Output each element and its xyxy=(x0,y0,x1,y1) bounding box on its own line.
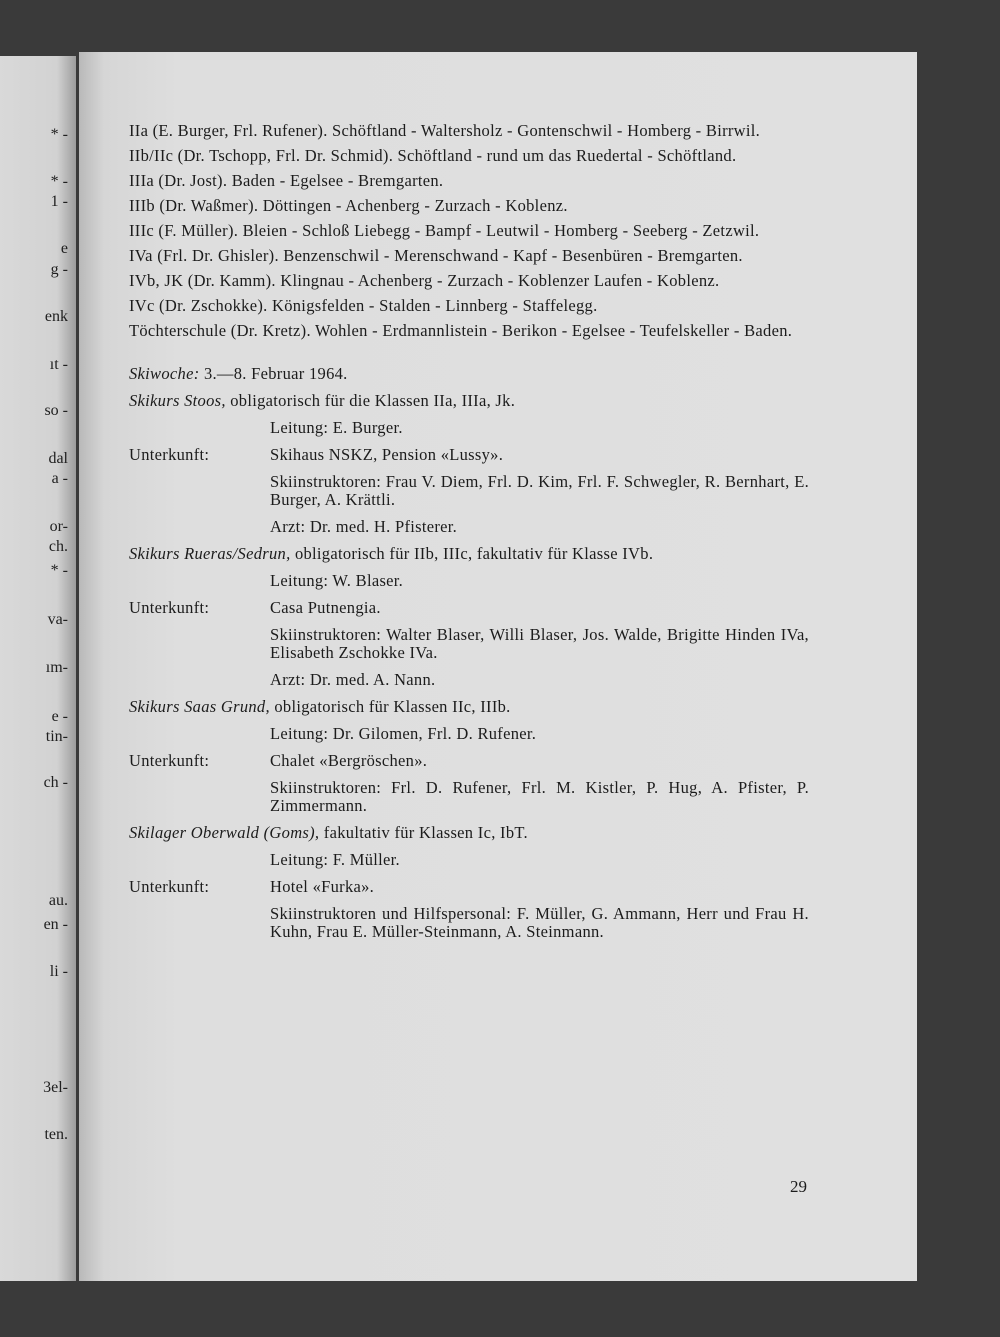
left-fragment: ten. xyxy=(44,1126,68,1143)
excursion-entry: IIIc (F. Müller). Bleien - Schloß Liebegg - Bampf - Leutwil - Homberg - Seeberg - Zetzwil. xyxy=(129,221,760,240)
row-label xyxy=(129,572,270,590)
left-page-edge xyxy=(0,56,76,1281)
course-desc: obligatorisch für Klassen IIc, IIIb. xyxy=(274,697,511,716)
left-fragment: e - xyxy=(51,708,68,725)
course-row xyxy=(129,905,809,941)
excursion-entry: IIb/IIc (Dr. Tschopp, Frl. Dr. Schmid). Schöftland - rund um das Ruedertal - Schöftland. xyxy=(129,146,737,165)
left-fragment: dal xyxy=(48,450,68,467)
row-label: Unterkunft: xyxy=(129,598,210,617)
course-desc: obligatorisch für IIb, IIIc, fakultativ für Klasse IVb. xyxy=(294,544,654,563)
course-row xyxy=(129,851,809,869)
left-fragment: ch. xyxy=(48,538,68,555)
row-value: Skiinstruktoren und Hilfspersonal: F. Müller, G. Ammann, Herr und Frau H. Kuhn, Frau E. Müller-Steinmann, A. Steinmann. xyxy=(270,904,809,941)
excursion-entry: Töchterschule (Dr. Kretz). Wohlen - Erdmannlistein - Berikon - Egelsee - Teufelskeller - Baden. xyxy=(129,321,793,340)
left-fragment: 1 - xyxy=(50,193,68,210)
row-value: Skiinstruktoren: Walter Blaser, Willi Blaser, Jos. Walde, Brigitte Hinden IVa, Elisabeth Zschokke IVa. xyxy=(270,625,809,662)
left-fragment: en - xyxy=(43,916,68,933)
course-row xyxy=(129,626,809,662)
excursion-entry: IIa (E. Burger, Frl. Rufener). Schöftland - Waltersholz - Gontenschwil - Homberg - Birrwil. xyxy=(129,121,761,140)
skiwoche-label: Skiwoche: xyxy=(129,364,200,383)
left-fragment: * - xyxy=(50,562,68,579)
course-row xyxy=(129,779,809,815)
left-fragment: au. xyxy=(48,892,68,909)
row-label xyxy=(129,905,270,941)
row-label xyxy=(129,851,270,869)
left-fragment: ch - xyxy=(43,774,68,791)
course-desc: obligatorisch für die Klassen IIa, IIIa, Jk. xyxy=(230,391,516,410)
row-value: Skiinstruktoren: Frau V. Diem, Frl. D. Kim, Frl. F. Schwegler, R. Bernhart, E. Burger, A. Krättli. xyxy=(270,472,809,509)
course-row xyxy=(129,725,809,743)
row-value: Leitung: F. Müller. xyxy=(270,850,400,869)
left-fragment: g - xyxy=(50,261,68,278)
left-fragment: li - xyxy=(49,963,68,980)
left-fragment: a - xyxy=(51,470,68,487)
course-row xyxy=(129,473,809,509)
course-row xyxy=(129,878,809,896)
course-name: Skikurs Saas Grund, xyxy=(129,697,270,716)
excursion-entry: IIIa (Dr. Jost). Baden - Egelsee - Bremgarten. xyxy=(129,171,444,190)
row-value: Skihaus NSKZ, Pension «Lussy». xyxy=(270,445,504,464)
row-label xyxy=(129,473,270,509)
course-name: Skikurs Rueras/Sedrun, xyxy=(129,544,291,563)
row-value: Leitung: W. Blaser. xyxy=(270,571,404,590)
left-fragment: enk xyxy=(44,308,68,325)
left-fragment: so - xyxy=(44,402,68,419)
course-name: Skilager Oberwald (Goms), xyxy=(129,823,320,842)
course-row xyxy=(129,518,809,536)
row-value: Leitung: E. Burger. xyxy=(270,418,403,437)
excursion-entry: IVb, JK (Dr. Kamm). Klingnau - Achenberg - Zurzach - Koblenzer Laufen - Koblenz. xyxy=(129,271,720,290)
excursion-entry: IVc (Dr. Zschokke). Königsfelden - Stalden - Linnberg - Staffelegg. xyxy=(129,296,598,315)
course-heading xyxy=(129,392,809,410)
row-value: Casa Putnengia. xyxy=(270,598,381,617)
row-label xyxy=(129,779,270,815)
row-value: Arzt: Dr. med. H. Pfisterer. xyxy=(270,517,458,536)
row-label xyxy=(129,725,270,743)
left-fragment: ıt - xyxy=(49,356,68,373)
skiwoche-dates: 3.—8. Februar 1964. xyxy=(203,364,348,383)
row-label xyxy=(129,671,270,689)
excursion-entry: IIIb (Dr. Waßmer). Döttingen - Achenberg - Zurzach - Koblenz. xyxy=(129,196,568,215)
left-fragment: e xyxy=(60,240,68,257)
excursion-entry: IVa (Frl. Dr. Ghisler). Benzenschwil - Merenschwand - Kapf - Besenbüren - Bremgarten. xyxy=(129,246,743,265)
page-content xyxy=(129,122,809,950)
row-label: Unterkunft: xyxy=(129,877,210,896)
row-label xyxy=(129,419,270,437)
left-fragment: ım- xyxy=(45,659,68,676)
page-number: 29 xyxy=(790,1177,807,1196)
row-value: Hotel «Furka». xyxy=(270,877,375,896)
book-page xyxy=(79,52,917,1281)
left-fragment: or- xyxy=(49,518,68,535)
row-label: Unterkunft: xyxy=(129,445,210,464)
course-row xyxy=(129,446,809,464)
left-fragment: tin- xyxy=(45,728,68,745)
row-value: Leitung: Dr. Gilomen, Frl. D. Rufener. xyxy=(270,724,537,743)
skiwoche-line xyxy=(129,365,809,383)
left-fragment: 3el- xyxy=(43,1079,68,1096)
row-label xyxy=(129,626,270,662)
course-heading xyxy=(129,824,809,842)
course-row xyxy=(129,419,809,437)
course-row xyxy=(129,572,809,590)
row-label: Unterkunft: xyxy=(129,751,210,770)
course-heading xyxy=(129,698,809,716)
left-fragment: va- xyxy=(47,611,68,628)
course-desc: fakultativ für Klassen Ic, IbT. xyxy=(323,823,528,842)
row-value: Skiinstruktoren: Frl. D. Rufener, Frl. M. Kistler, P. Hug, A. Pfister, P. Zimmermann. xyxy=(270,778,809,815)
course-row xyxy=(129,752,809,770)
row-label xyxy=(129,518,270,536)
row-value: Arzt: Dr. med. A. Nann. xyxy=(270,670,436,689)
left-fragment: * - xyxy=(50,173,68,190)
left-fragment: * - xyxy=(50,126,68,143)
course-row xyxy=(129,671,809,689)
row-value: Chalet «Bergröschen». xyxy=(270,751,428,770)
course-row xyxy=(129,599,809,617)
course-name: Skikurs Stoos, xyxy=(129,391,226,410)
course-heading xyxy=(129,545,809,563)
